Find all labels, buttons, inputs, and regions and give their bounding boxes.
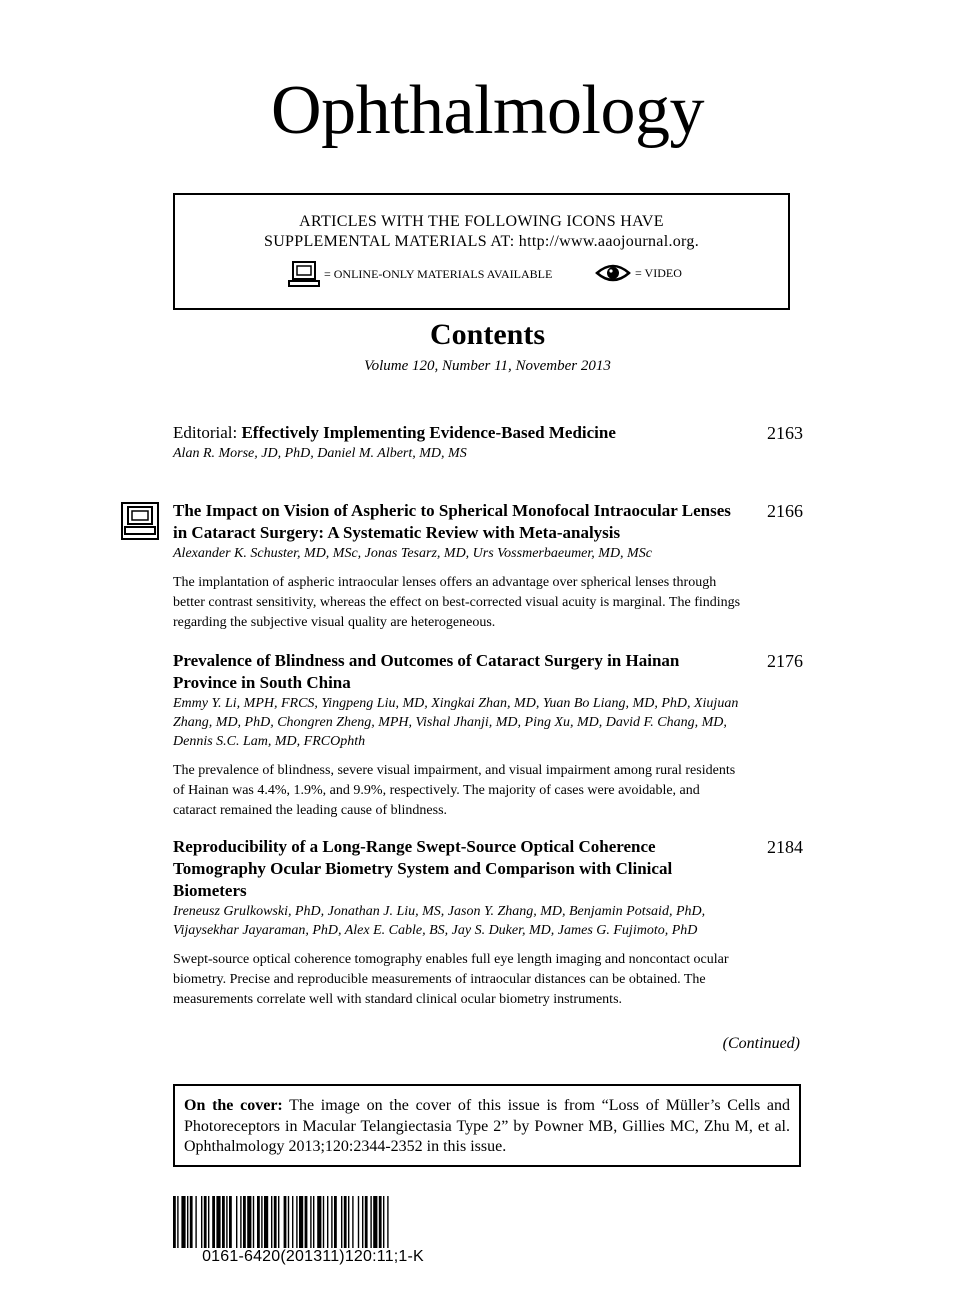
toc-entry — [173, 500, 803, 633]
entry-title[interactable] — [173, 500, 733, 544]
computer-icon — [288, 261, 320, 287]
entry-page-number: 2163 — [767, 423, 803, 443]
entry-prefix: Editorial: — [173, 423, 242, 442]
entry-page-number: 2166 — [767, 501, 803, 521]
supplemental-notice-box — [173, 193, 790, 310]
toc-entry — [173, 836, 803, 1010]
entry-title[interactable] — [173, 650, 733, 694]
legend-online-label: = ONLINE-ONLY MATERIALS AVAILABLE — [324, 267, 553, 281]
cover-label: On the cover: — [184, 1097, 283, 1114]
entry-title-text: Effectively Implementing Evidence-Based Medicine — [241, 423, 616, 442]
entry-page-number: 2176 — [767, 651, 803, 671]
journal-title: Ophthalmology — [271, 72, 704, 149]
continued-note: (Continued) — [722, 1035, 800, 1052]
entry-title[interactable] — [173, 836, 733, 902]
entry-authors: Ireneusz Grulkowski, PhD, Jonathan J. Liu, MS, Jason Y. Zhang, MD, Benjamin Potsaid, PhD, Vijaysekhar Jayaraman, PhD, Alex E. Cable, BS, Jay S. Duker, MD, James G. Fujimoto, PhD — [173, 904, 706, 938]
entry-abstract: The prevalence of blindness, severe visual impairment, and visual impairment among rural residents of Hainan was 4.4%, 1.9%, and 9.9%, respectively. The majority of cases were avoidable, and cataract remained the leading cause of blindness. — [173, 763, 736, 818]
entry-title-text: Reproducibility of a Long-Range Swept-Source Optical Coherence Tomography Ocular Biometry System and Comparison with Clinical Biometers — [173, 837, 673, 900]
barcode — [173, 1196, 453, 1248]
entry-title[interactable] — [173, 422, 733, 444]
legend-online-only — [288, 261, 552, 287]
notice-line-2: SUPPLEMENTAL MATERIALS AT: http://www.aaojournal.org. — [264, 233, 699, 250]
cover-text: The image on the cover of this issue is from “Loss of Müller’s Cells and Photoreceptors in Macular Telangiectasia Type 2” by Powner MB, Gillies MC, Zhu M, et al. Ophthalmology 2013;120:2344-2352 in this issue. — [184, 1097, 790, 1155]
entry-authors: Emmy Y. Li, MPH, FRCS, Yingpeng Liu, MD, Xingkai Zhan, MD, Yuan Bo Liang, MD, PhD, Xiujuan Zhang, MD, PhD, Chongren Zheng, MPH, Vishal Jhanji, MD, Ping Xu, MD, David F. Chang, MD, Dennis S.C. Lam, MD, FRCOphth — [173, 696, 739, 749]
entry-title-text: The Impact on Vision of Aspheric to Spherical Monofocal Intraocular Lenses in Cataract Surgery: A Systematic Review with Meta-analysis — [173, 501, 731, 542]
entry-authors: Alexander K. Schuster, MD, MSc, Jonas Tesarz, MD, Urs Vossmerbaeumer, MD, MSc — [173, 546, 652, 561]
issue-info: Volume 120, Number 11, November 2013 — [364, 358, 611, 374]
entry-abstract: Swept-source optical coherence tomography enables full eye length imaging and noncontact ocular biometry. Precise and reproducible measurements of intraocular distances can be obtained. The measurements correlate well with standard clinical ocular biometry instruments. — [173, 952, 729, 1007]
contents-heading: Contents — [429, 318, 545, 351]
notice-line-1: ARTICLES WITH THE FOLLOWING ICONS HAVE — [299, 213, 664, 230]
toc-entry — [173, 422, 803, 463]
legend-video — [595, 261, 682, 285]
cover-description-box — [173, 1084, 801, 1167]
computer-icon — [121, 502, 159, 540]
entry-page-number: 2184 — [767, 837, 803, 857]
eye-icon — [595, 261, 631, 285]
entry-title-text: Prevalence of Blindness and Outcomes of Cataract Surgery in Hainan Province in South China — [173, 651, 680, 692]
toc-entry — [173, 650, 803, 821]
barcode-number: 0161-6420(201311)120:11;1-K — [202, 1248, 424, 1265]
entry-authors: Alan R. Morse, JD, PhD, Daniel M. Albert, MD, MS — [173, 446, 467, 461]
legend-video-label: = VIDEO — [635, 266, 682, 280]
entry-abstract: The implantation of aspheric intraocular lenses offers an advantage over spherical lenses through better contrast sensitivity, whereas the effect on best-corrected visual acuity is marginal. The findings regarding the subjective visual quality are heterogeneous. — [173, 575, 741, 630]
